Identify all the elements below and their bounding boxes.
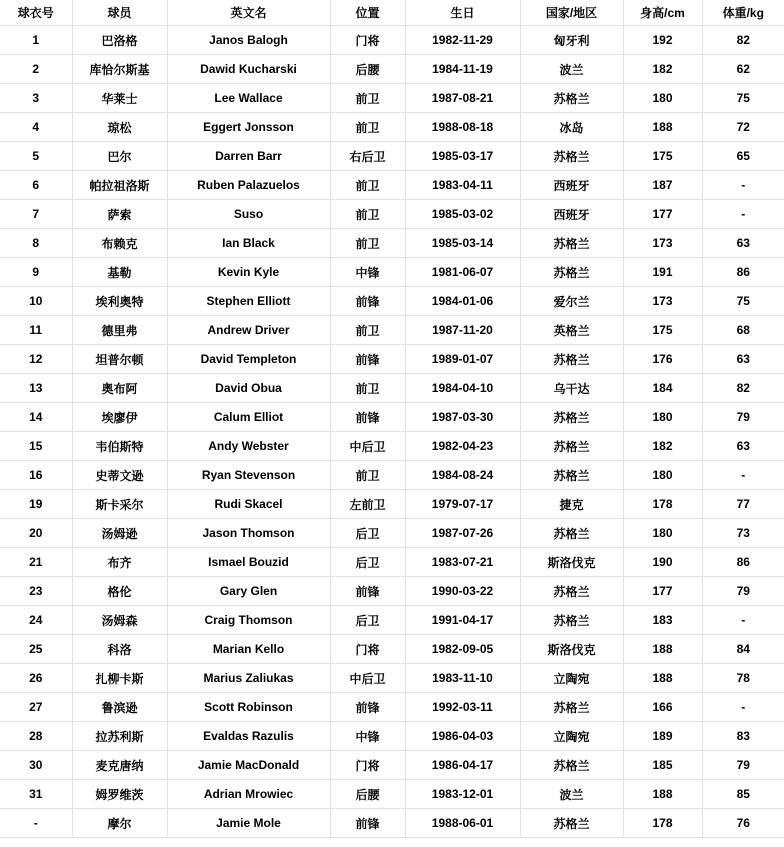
cell-player: 基勒	[72, 258, 167, 287]
cell-position: 门将	[330, 26, 405, 55]
table-row	[0, 142, 784, 171]
cell-jersey: 28	[0, 722, 72, 751]
cell-country: 冰岛	[520, 113, 623, 142]
cell-birthday: 1988-06-01	[405, 809, 520, 838]
cell-position: 前卫	[330, 84, 405, 113]
table-body	[0, 26, 784, 838]
cell-engname: Ruben Palazuelos	[167, 171, 330, 200]
cell-birthday: 1987-08-21	[405, 84, 520, 113]
cell-player: 拉苏利斯	[72, 722, 167, 751]
table-row	[0, 635, 784, 664]
cell-engname: David Obua	[167, 374, 330, 403]
cell-height: 182	[623, 432, 702, 461]
cell-height: 180	[623, 519, 702, 548]
cell-height: 177	[623, 577, 702, 606]
cell-engname: Janos Balogh	[167, 26, 330, 55]
cell-player: 斯卡采尔	[72, 490, 167, 519]
cell-birthday: 1982-11-29	[405, 26, 520, 55]
cell-player: 姆罗维茨	[72, 780, 167, 809]
cell-height: 177	[623, 200, 702, 229]
cell-player: 库恰尔斯基	[72, 55, 167, 84]
cell-jersey: 1	[0, 26, 72, 55]
cell-country: 苏格兰	[520, 519, 623, 548]
cell-country: 爱尔兰	[520, 287, 623, 316]
cell-weight: 79	[702, 751, 784, 780]
cell-country: 苏格兰	[520, 229, 623, 258]
cell-jersey: 16	[0, 461, 72, 490]
cell-height: 188	[623, 664, 702, 693]
cell-birthday: 1983-12-01	[405, 780, 520, 809]
cell-engname: Ryan Stevenson	[167, 461, 330, 490]
table-row	[0, 258, 784, 287]
column-header-birthday: 生日	[405, 0, 520, 26]
cell-birthday: 1982-09-05	[405, 635, 520, 664]
cell-player: 摩尔	[72, 809, 167, 838]
table-row	[0, 374, 784, 403]
cell-player: 汤姆森	[72, 606, 167, 635]
cell-height: 166	[623, 693, 702, 722]
table-row	[0, 606, 784, 635]
cell-weight: 86	[702, 548, 784, 577]
cell-engname: Rudi Skacel	[167, 490, 330, 519]
cell-weight: -	[702, 171, 784, 200]
cell-player: 科洛	[72, 635, 167, 664]
cell-weight: 82	[702, 26, 784, 55]
cell-player: 坦普尔顿	[72, 345, 167, 374]
column-header-position: 位置	[330, 0, 405, 26]
cell-engname: David Templeton	[167, 345, 330, 374]
cell-weight: 63	[702, 432, 784, 461]
cell-jersey: 6	[0, 171, 72, 200]
cell-jersey: 31	[0, 780, 72, 809]
table-row	[0, 403, 784, 432]
cell-height: 184	[623, 374, 702, 403]
table-row	[0, 780, 784, 809]
table-row	[0, 55, 784, 84]
cell-birthday: 1986-04-17	[405, 751, 520, 780]
cell-height: 178	[623, 809, 702, 838]
cell-birthday: 1991-04-17	[405, 606, 520, 635]
cell-height: 182	[623, 55, 702, 84]
table-row	[0, 577, 784, 606]
column-header-jersey: 球衣号	[0, 0, 72, 26]
cell-engname: Ismael Bouzid	[167, 548, 330, 577]
cell-birthday: 1987-03-30	[405, 403, 520, 432]
cell-player: 巴尔	[72, 142, 167, 171]
cell-player: 史蒂文逊	[72, 461, 167, 490]
cell-country: 波兰	[520, 55, 623, 84]
cell-position: 中锋	[330, 722, 405, 751]
cell-birthday: 1985-03-17	[405, 142, 520, 171]
cell-jersey: 15	[0, 432, 72, 461]
cell-height: 190	[623, 548, 702, 577]
cell-country: 苏格兰	[520, 403, 623, 432]
cell-birthday: 1984-11-19	[405, 55, 520, 84]
cell-birthday: 1987-11-20	[405, 316, 520, 345]
cell-engname: Andy Webster	[167, 432, 330, 461]
cell-weight: 79	[702, 577, 784, 606]
cell-height: 183	[623, 606, 702, 635]
cell-player: 萨索	[72, 200, 167, 229]
cell-weight: 62	[702, 55, 784, 84]
cell-engname: Jamie MacDonald	[167, 751, 330, 780]
column-header-player: 球员	[72, 0, 167, 26]
cell-position: 前锋	[330, 287, 405, 316]
cell-jersey: 27	[0, 693, 72, 722]
table-row	[0, 519, 784, 548]
cell-jersey: -	[0, 809, 72, 838]
cell-engname: Stephen Elliott	[167, 287, 330, 316]
cell-player: 帕拉祖洛斯	[72, 171, 167, 200]
cell-birthday: 1986-04-03	[405, 722, 520, 751]
cell-country: 乌干达	[520, 374, 623, 403]
cell-player: 扎柳卡斯	[72, 664, 167, 693]
cell-birthday: 1984-01-06	[405, 287, 520, 316]
cell-height: 191	[623, 258, 702, 287]
cell-country: 苏格兰	[520, 809, 623, 838]
cell-country: 苏格兰	[520, 84, 623, 113]
cell-jersey: 4	[0, 113, 72, 142]
cell-jersey: 3	[0, 84, 72, 113]
cell-weight: 75	[702, 84, 784, 113]
cell-position: 中后卫	[330, 664, 405, 693]
cell-player: 埃廖伊	[72, 403, 167, 432]
cell-birthday: 1987-07-26	[405, 519, 520, 548]
cell-country: 波兰	[520, 780, 623, 809]
table-row	[0, 461, 784, 490]
column-header-engname: 英文名	[167, 0, 330, 26]
cell-country: 斯洛伐克	[520, 635, 623, 664]
cell-weight: -	[702, 461, 784, 490]
cell-birthday: 1983-04-11	[405, 171, 520, 200]
cell-birthday: 1981-06-07	[405, 258, 520, 287]
cell-jersey: 2	[0, 55, 72, 84]
table-row	[0, 171, 784, 200]
cell-engname: Marian Kello	[167, 635, 330, 664]
cell-height: 175	[623, 316, 702, 345]
cell-engname: Dawid Kucharski	[167, 55, 330, 84]
cell-weight: 82	[702, 374, 784, 403]
cell-jersey: 25	[0, 635, 72, 664]
cell-height: 173	[623, 229, 702, 258]
cell-weight: 73	[702, 519, 784, 548]
table-row	[0, 84, 784, 113]
cell-jersey: 10	[0, 287, 72, 316]
table-row	[0, 200, 784, 229]
cell-height: 188	[623, 780, 702, 809]
cell-birthday: 1983-11-10	[405, 664, 520, 693]
column-header-country: 国家/地区	[520, 0, 623, 26]
cell-country: 苏格兰	[520, 693, 623, 722]
cell-position: 前卫	[330, 316, 405, 345]
cell-player: 格伦	[72, 577, 167, 606]
cell-engname: Evaldas Razulis	[167, 722, 330, 751]
cell-position: 后腰	[330, 780, 405, 809]
table-row	[0, 548, 784, 577]
cell-height: 173	[623, 287, 702, 316]
cell-weight: 76	[702, 809, 784, 838]
cell-position: 前锋	[330, 345, 405, 374]
table-row	[0, 316, 784, 345]
cell-weight: 75	[702, 287, 784, 316]
cell-birthday: 1985-03-14	[405, 229, 520, 258]
table-row	[0, 229, 784, 258]
cell-height: 188	[623, 635, 702, 664]
cell-position: 前卫	[330, 200, 405, 229]
cell-jersey: 14	[0, 403, 72, 432]
cell-birthday: 1982-04-23	[405, 432, 520, 461]
cell-weight: 65	[702, 142, 784, 171]
cell-position: 门将	[330, 635, 405, 664]
column-header-weight: 体重/kg	[702, 0, 784, 26]
table-row	[0, 113, 784, 142]
cell-weight: 78	[702, 664, 784, 693]
cell-player: 鲁滨逊	[72, 693, 167, 722]
cell-position: 前锋	[330, 403, 405, 432]
cell-position: 前锋	[330, 809, 405, 838]
cell-country: 匈牙利	[520, 26, 623, 55]
cell-jersey: 19	[0, 490, 72, 519]
cell-player: 麦克唐纳	[72, 751, 167, 780]
cell-birthday: 1988-08-18	[405, 113, 520, 142]
cell-height: 192	[623, 26, 702, 55]
cell-position: 后腰	[330, 55, 405, 84]
cell-jersey: 5	[0, 142, 72, 171]
cell-jersey: 23	[0, 577, 72, 606]
cell-birthday: 1979-07-17	[405, 490, 520, 519]
cell-birthday: 1983-07-21	[405, 548, 520, 577]
cell-weight: 68	[702, 316, 784, 345]
cell-jersey: 13	[0, 374, 72, 403]
cell-position: 门将	[330, 751, 405, 780]
cell-jersey: 7	[0, 200, 72, 229]
cell-birthday: 1984-08-24	[405, 461, 520, 490]
cell-position: 前锋	[330, 693, 405, 722]
cell-weight: -	[702, 606, 784, 635]
cell-weight: 86	[702, 258, 784, 287]
cell-weight: 84	[702, 635, 784, 664]
cell-position: 中锋	[330, 258, 405, 287]
cell-engname: Gary Glen	[167, 577, 330, 606]
cell-height: 175	[623, 142, 702, 171]
cell-weight: 83	[702, 722, 784, 751]
cell-jersey: 20	[0, 519, 72, 548]
cell-position: 前卫	[330, 229, 405, 258]
cell-player: 巴洛格	[72, 26, 167, 55]
cell-position: 前锋	[330, 577, 405, 606]
cell-country: 西班牙	[520, 171, 623, 200]
cell-weight: 77	[702, 490, 784, 519]
cell-player: 韦伯斯特	[72, 432, 167, 461]
cell-weight: 79	[702, 403, 784, 432]
cell-position: 前卫	[330, 374, 405, 403]
cell-player: 汤姆逊	[72, 519, 167, 548]
cell-height: 188	[623, 113, 702, 142]
cell-jersey: 26	[0, 664, 72, 693]
cell-country: 苏格兰	[520, 461, 623, 490]
cell-height: 180	[623, 403, 702, 432]
cell-position: 左前卫	[330, 490, 405, 519]
cell-height: 180	[623, 84, 702, 113]
cell-engname: Jamie Mole	[167, 809, 330, 838]
cell-engname: Calum Elliot	[167, 403, 330, 432]
cell-jersey: 9	[0, 258, 72, 287]
cell-position: 前卫	[330, 113, 405, 142]
cell-player: 埃利奥特	[72, 287, 167, 316]
table-row	[0, 722, 784, 751]
cell-country: 捷克	[520, 490, 623, 519]
cell-engname: Andrew Driver	[167, 316, 330, 345]
table-row	[0, 751, 784, 780]
cell-country: 英格兰	[520, 316, 623, 345]
cell-player: 德里弗	[72, 316, 167, 345]
cell-position: 后卫	[330, 519, 405, 548]
cell-position: 右后卫	[330, 142, 405, 171]
cell-engname: Kevin Kyle	[167, 258, 330, 287]
cell-weight: 63	[702, 345, 784, 374]
cell-position: 后卫	[330, 606, 405, 635]
cell-birthday: 1989-01-07	[405, 345, 520, 374]
cell-weight: 63	[702, 229, 784, 258]
cell-player: 布赖克	[72, 229, 167, 258]
cell-height: 187	[623, 171, 702, 200]
cell-jersey: 11	[0, 316, 72, 345]
cell-height: 176	[623, 345, 702, 374]
cell-engname: Adrian Mrowiec	[167, 780, 330, 809]
cell-engname: Lee Wallace	[167, 84, 330, 113]
cell-engname: Jason Thomson	[167, 519, 330, 548]
cell-engname: Darren Barr	[167, 142, 330, 171]
table-row	[0, 287, 784, 316]
cell-player: 琼松	[72, 113, 167, 142]
cell-player: 奥布阿	[72, 374, 167, 403]
cell-country: 苏格兰	[520, 345, 623, 374]
cell-height: 189	[623, 722, 702, 751]
cell-jersey: 12	[0, 345, 72, 374]
cell-engname: Marius Zaliukas	[167, 664, 330, 693]
table-row	[0, 664, 784, 693]
cell-position: 中后卫	[330, 432, 405, 461]
cell-height: 180	[623, 461, 702, 490]
cell-jersey: 24	[0, 606, 72, 635]
cell-player: 华莱士	[72, 84, 167, 113]
cell-weight: -	[702, 200, 784, 229]
cell-country: 苏格兰	[520, 432, 623, 461]
table-row	[0, 490, 784, 519]
cell-country: 苏格兰	[520, 606, 623, 635]
cell-player: 布齐	[72, 548, 167, 577]
cell-jersey: 8	[0, 229, 72, 258]
cell-country: 苏格兰	[520, 751, 623, 780]
cell-height: 185	[623, 751, 702, 780]
cell-birthday: 1985-03-02	[405, 200, 520, 229]
cell-engname: Craig Thomson	[167, 606, 330, 635]
cell-country: 立陶宛	[520, 664, 623, 693]
cell-jersey: 21	[0, 548, 72, 577]
cell-weight: 85	[702, 780, 784, 809]
cell-engname: Suso	[167, 200, 330, 229]
cell-country: 苏格兰	[520, 142, 623, 171]
cell-birthday: 1992-03-11	[405, 693, 520, 722]
table-row	[0, 693, 784, 722]
cell-country: 苏格兰	[520, 577, 623, 606]
table-row	[0, 26, 784, 55]
header-row	[0, 0, 784, 26]
cell-jersey: 30	[0, 751, 72, 780]
column-header-height: 身高/cm	[623, 0, 702, 26]
cell-position: 后卫	[330, 548, 405, 577]
cell-country: 苏格兰	[520, 258, 623, 287]
cell-engname: Ian Black	[167, 229, 330, 258]
cell-birthday: 1984-04-10	[405, 374, 520, 403]
table-row	[0, 432, 784, 461]
cell-engname: Eggert Jonsson	[167, 113, 330, 142]
cell-engname: Scott Robinson	[167, 693, 330, 722]
cell-height: 178	[623, 490, 702, 519]
cell-weight: 72	[702, 113, 784, 142]
cell-country: 立陶宛	[520, 722, 623, 751]
cell-birthday: 1990-03-22	[405, 577, 520, 606]
table-row	[0, 809, 784, 838]
cell-country: 西班牙	[520, 200, 623, 229]
cell-position: 前卫	[330, 171, 405, 200]
table-row	[0, 345, 784, 374]
cell-position: 前卫	[330, 461, 405, 490]
cell-weight: -	[702, 693, 784, 722]
cell-country: 斯洛伐克	[520, 548, 623, 577]
